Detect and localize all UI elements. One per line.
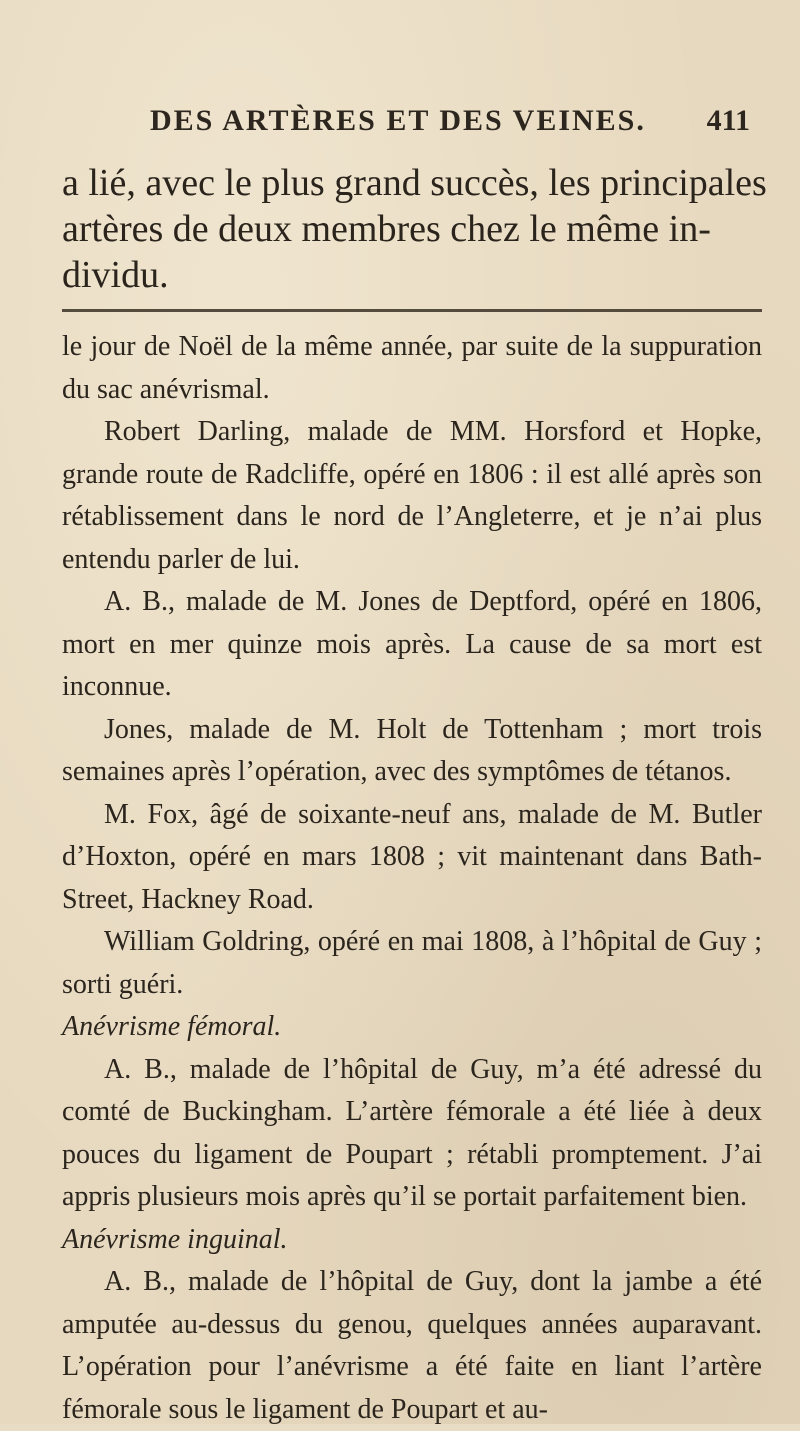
top-paragraph-line: dividu. <box>62 254 169 296</box>
paragraph: A. B., malade de l’hôpital de Guy, dont la jambe a été amputée au-dessus du genou, quelques années auparavant. L’opération pour l’anévrisme a été faite en liant l’artère fémorale sous le ligament de Poupart et au- <box>62 1266 762 1425</box>
paragraph: Robert Darling, malade de MM. Horsford et Hopke, grande route de Radcliffe, opéré en 1806 : il est allé après son rétablissement dans le nord de l’Angleterre, et je n’ai plus entendu parler de lui. <box>62 416 762 575</box>
running-title: DES ARTÈRES ET DES VEINES. <box>150 104 646 137</box>
running-head <box>150 104 750 144</box>
top-paragraph-line: artères de deux membres chez le même in- <box>62 208 711 250</box>
paragraph: A. B., malade de l’hôpital de Guy, m’a été adressé du comté de Buckingham. L’artère fémorale a été liée à deux pouces du ligament de Poupart ; rétabli promptement. J’ai appris plusieurs mois après qu’il se portait parfaitement bien. <box>62 1053 762 1212</box>
section-heading: Anévrisme inguinal. <box>62 1223 288 1255</box>
paragraph: M. Fox, âgé de soixante-neuf ans, malade de M. Butler d’Hoxton, opéré en mars 1808 ; vit maintenant dans Bath-Street, Hackney Road. <box>62 798 762 915</box>
paragraph: Jones, malade de M. Holt de Tottenham ; mort trois semaines après l’opération, avec des symptômes de tétanos. <box>62 713 762 787</box>
paragraph: le jour de Noël de la même année, par suite de la suppuration du sac anévrismal. <box>62 331 762 405</box>
paragraph: William Goldring, opéré en mai 1808, à l’hôpital de Guy ; sorti guéri. <box>62 926 762 1000</box>
top-paragraph-line: a lié, avec le plus grand succès, les principales <box>62 162 767 204</box>
paragraph: A. B., malade de M. Jones de Deptford, opéré en 1806, mort en mer quinze mois après. La cause de sa mort est inconnue. <box>62 586 762 702</box>
section-heading: Anévrisme fémoral. <box>62 1011 282 1042</box>
page-number: 411 <box>706 104 750 137</box>
top-paragraph <box>62 160 767 298</box>
separator-rule <box>62 309 762 312</box>
body-text <box>62 326 762 1431</box>
